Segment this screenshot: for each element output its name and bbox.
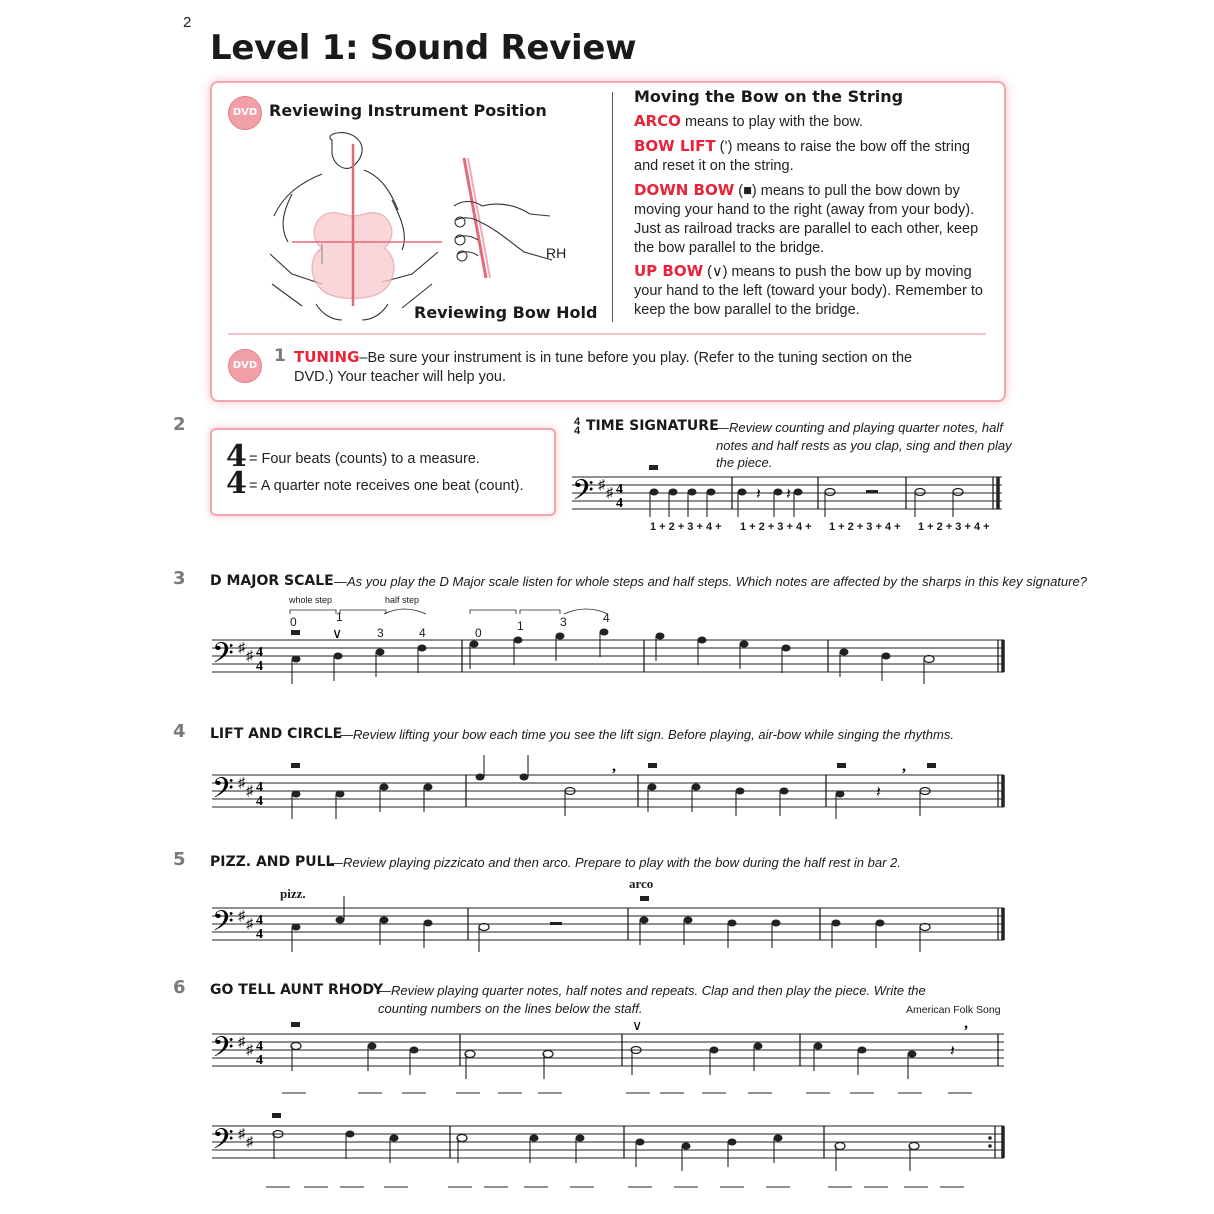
page-number: 2 — [183, 14, 192, 31]
exercise-desc-3: —As you play the D Major scale listen for whole steps and half steps. Which notes are affected by the sharps in this key signature? — [334, 574, 1087, 589]
small-time-sig-bottom: 4 — [573, 425, 581, 437]
fingering-5: 0 — [475, 626, 482, 640]
panel-divider — [612, 92, 613, 322]
staff-ex5 — [208, 890, 1008, 960]
svg-text:𝄽: 𝄽 — [786, 486, 791, 503]
time-sig-line-2: = A quarter note receives one beat (count). — [249, 478, 524, 494]
staff-ex3 — [208, 600, 1008, 690]
page-title: Level 1: Sound Review — [210, 28, 637, 68]
down-bow-term: DOWN BOW — [634, 181, 735, 199]
svg-text:4: 4 — [256, 645, 263, 660]
fingering-1: 0 — [290, 615, 297, 629]
svg-text:,: , — [902, 758, 906, 775]
arco-text: means to play with the bow. — [680, 114, 864, 130]
fingering-4: 4 — [419, 626, 426, 640]
exercise-title-5: PIZZ. AND PULL — [210, 854, 335, 870]
fingering-2: 1 — [336, 610, 343, 624]
exercise-title-4: LIFT AND CIRCLE — [210, 726, 343, 742]
exercise-desc-4: —Review lifting your bow each time you see the lift sign. Before playing, air-bow while singing the rhythms. — [340, 727, 954, 742]
staff-ex6-line2 — [208, 1100, 1008, 1192]
staff-ex4 — [208, 755, 1008, 835]
count-measure-4: 1 + 2 + 3 + 4 + — [918, 521, 990, 533]
svg-text:∨: ∨ — [332, 627, 343, 642]
exercise-title-3: D MAJOR SCALE — [210, 573, 334, 589]
svg-text:𝄢: 𝄢 — [212, 774, 234, 811]
small-time-sig — [572, 418, 582, 436]
svg-text:♯: ♯ — [598, 478, 605, 493]
svg-text:♯: ♯ — [606, 486, 613, 501]
up-bow-definition — [634, 262, 989, 320]
time-signature-box — [210, 428, 556, 516]
svg-text:♯: ♯ — [246, 1135, 253, 1150]
pizz-marking: pizz. — [280, 886, 306, 901]
song-credit: American Folk Song — [906, 1004, 1001, 1016]
svg-text:,: , — [964, 1015, 968, 1032]
arco-definition — [634, 112, 994, 132]
exercise-number-4: 4 — [173, 721, 186, 742]
tuning-text: –Be sure your instrument is in tune before you play. (Refer to the tuning section on the DVD.) Your teacher will help you. — [294, 350, 913, 385]
exercise-number-5: 5 — [173, 849, 186, 870]
svg-text:4: 4 — [616, 482, 623, 497]
svg-text:♯: ♯ — [238, 641, 245, 656]
svg-text:4: 4 — [256, 659, 263, 674]
up-bow-text: (∨) means to push the bow up by moving your hand to the left (toward your body). Remember to keep the bow parallel to the bridge. — [634, 264, 983, 318]
small-time-sig-top: 4 — [573, 416, 581, 428]
svg-text:4: 4 — [256, 794, 263, 809]
cello-player-illustration — [262, 124, 442, 324]
svg-text:♯: ♯ — [238, 1035, 245, 1050]
time-sig-line-1: = Four beats (counts) to a measure. — [249, 451, 480, 467]
instrument-position-heading: Reviewing Instrument Position — [269, 101, 547, 120]
arco-marking: arco — [629, 876, 654, 891]
down-bow-text: (■) means to pull the bow down by moving your hand to the right (away from your body). Just as railroad tracks are parallel to each other, keep the bow parallel to the bridge. — [634, 183, 979, 256]
panel-divider-horizontal — [228, 333, 986, 335]
svg-text:4: 4 — [256, 1039, 263, 1054]
svg-text:4: 4 — [256, 1053, 263, 1068]
exercise-number-6: 6 — [173, 977, 186, 998]
svg-text:∨: ∨ — [632, 1019, 643, 1034]
whole-step-label: whole step — [289, 595, 333, 605]
svg-text:♯: ♯ — [246, 649, 253, 664]
down-bow-definition — [634, 181, 989, 258]
count-measure-3: 1 + 2 + 3 + 4 + — [829, 521, 901, 533]
fingering-7: 3 — [560, 615, 567, 629]
up-bow-term: UP BOW — [634, 262, 704, 280]
dvd-icon-tuning[interactable]: DVD — [228, 349, 262, 383]
exercise-number-2: 2 — [173, 414, 186, 435]
svg-text:𝄢: 𝄢 — [212, 639, 234, 676]
svg-text:4: 4 — [616, 496, 623, 511]
count-measure-1: 1 + 2 + 3 + 4 + — [650, 521, 722, 533]
svg-text:𝄽: 𝄽 — [950, 1043, 955, 1060]
exercise-title-6: GO TELL AUNT RHODY — [210, 982, 384, 998]
tuning-term: TUNING — [294, 348, 360, 366]
svg-text:𝄽: 𝄽 — [876, 784, 881, 801]
svg-text:,: , — [612, 758, 616, 775]
arco-term: ARCO — [634, 112, 681, 130]
rh-label: RH — [546, 245, 567, 261]
svg-text:𝄢: 𝄢 — [212, 1033, 234, 1070]
exercise-number-3: 3 — [173, 568, 186, 589]
svg-text:♯: ♯ — [246, 1043, 253, 1058]
svg-text:4: 4 — [256, 780, 263, 795]
fingering-8: 4 — [603, 611, 610, 625]
exercise-desc-2: —Review counting and playing quarter notes, half notes and half rests as you clap, sing and then play the piece. — [716, 420, 1012, 470]
svg-text:𝄢: 𝄢 — [212, 1125, 234, 1162]
bow-lift-text: (’) means to raise the bow off the string and reset it on the string. — [634, 139, 970, 174]
time-sig-four-bottom: 4 — [226, 466, 247, 501]
staff-ex6-line1 — [208, 1014, 1008, 1094]
dvd-icon[interactable]: DVD — [228, 96, 262, 130]
svg-text:𝄢: 𝄢 — [572, 476, 594, 513]
tuning-instruction — [294, 348, 954, 387]
moving-bow-heading: Moving the Bow on the String — [634, 87, 904, 106]
fingering-6: 1 — [517, 619, 524, 633]
svg-text:♯: ♯ — [238, 1127, 245, 1142]
bow-hold-illustration — [444, 156, 554, 286]
fingering-3: 3 — [377, 626, 384, 640]
svg-text:4: 4 — [256, 913, 263, 928]
count-measure-2: 1 + 2 + 3 + 4 + — [740, 521, 812, 533]
svg-text:♯: ♯ — [238, 909, 245, 924]
svg-text:𝄽: 𝄽 — [756, 486, 761, 503]
time-sig-four-top: 4 — [226, 439, 247, 474]
exercise-desc-6: —Review playing quarter notes, half notes and repeats. Clap and then play the piece. Write the counting numbers on the lines below the staff. — [378, 983, 926, 1016]
svg-text:♯: ♯ — [238, 776, 245, 791]
svg-text:♯: ♯ — [246, 784, 253, 799]
svg-text:4: 4 — [256, 927, 263, 942]
svg-text:♯: ♯ — [246, 917, 253, 932]
svg-text:𝄢: 𝄢 — [212, 907, 234, 944]
exercise-title-2: TIME SIGNATURE — [586, 418, 719, 434]
exercise-number-1: 1 — [274, 346, 286, 366]
bow-lift-term: BOW LIFT — [634, 137, 716, 155]
bow-hold-caption: Reviewing Bow Hold — [414, 303, 598, 322]
bow-lift-definition — [634, 137, 989, 176]
exercise-desc-5: —Review playing pizzicato and then arco. Prepare to play with the bow during the half rest in bar 2. — [330, 855, 901, 870]
half-step-label: half step — [385, 595, 420, 605]
